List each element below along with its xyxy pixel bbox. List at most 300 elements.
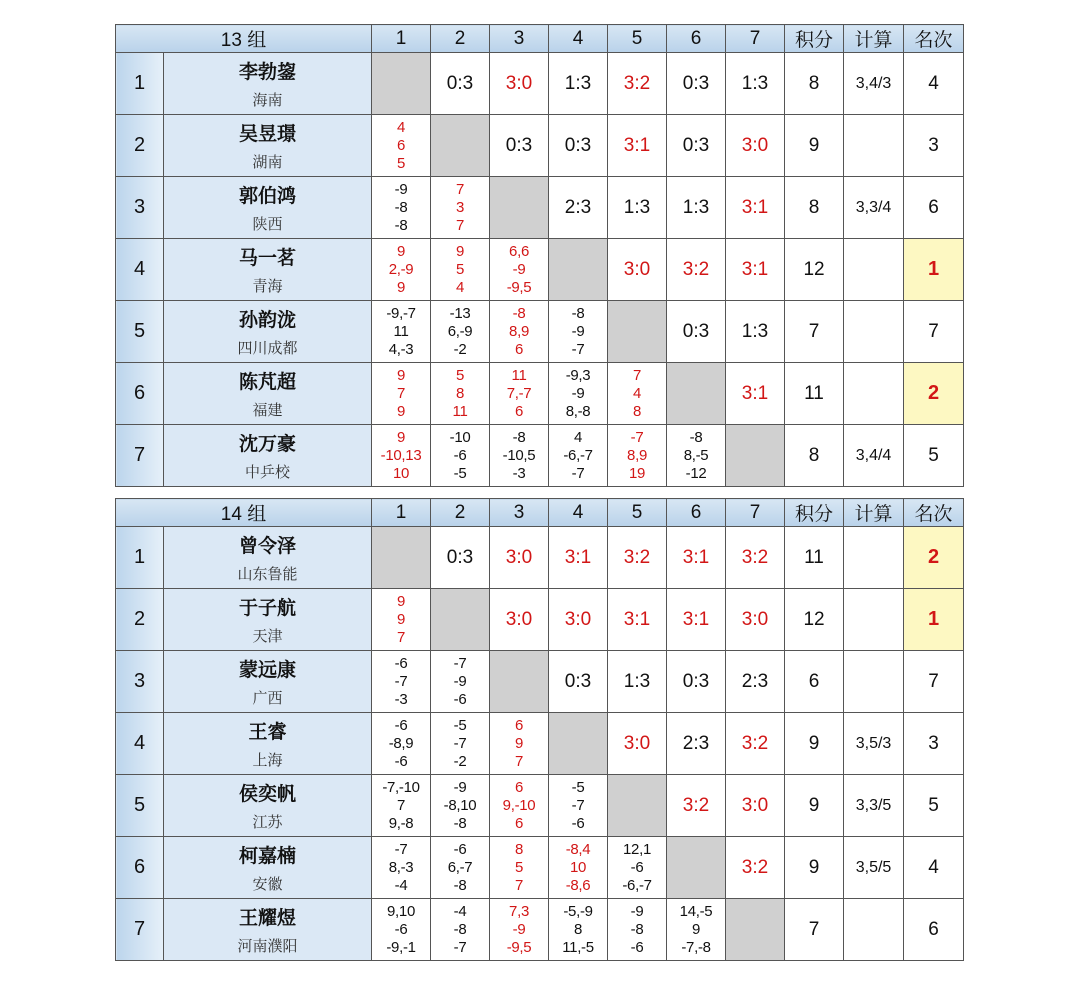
- group-title: 14 组: [116, 499, 372, 527]
- game-score-line: 8,9: [509, 322, 529, 340]
- game-score-line: -7: [571, 340, 585, 358]
- game-score-line: -8: [512, 304, 526, 322]
- match-score: 0:3: [667, 53, 726, 115]
- match-score: 3:1: [608, 589, 667, 651]
- game-scores: [431, 177, 490, 239]
- game-scores: [608, 899, 667, 961]
- table-row: [116, 53, 964, 115]
- column-header: 3: [490, 499, 549, 527]
- calc-cell: 3,3/4: [844, 177, 904, 239]
- match-score: 3:0: [726, 589, 785, 651]
- match-score: 0:3: [549, 651, 608, 713]
- game-score-line: 14,-5: [679, 902, 713, 920]
- game-score-line: 8,-3: [388, 858, 414, 876]
- game-score-line: 6: [514, 778, 524, 796]
- match-score: 3:1: [667, 589, 726, 651]
- game-score-line: 8,-5: [683, 446, 709, 464]
- self-match-cell: [726, 899, 785, 961]
- game-score-line: -7,-10: [382, 778, 420, 796]
- row-number: 6: [116, 837, 164, 899]
- game-score-line: 6,-7: [447, 858, 473, 876]
- game-score-line: -9,3: [565, 366, 591, 384]
- player-name: 吴昱璟: [239, 122, 297, 145]
- self-match-cell: [667, 363, 726, 425]
- player-cell: [164, 899, 372, 961]
- player-cell: [164, 837, 372, 899]
- player-cell: [164, 713, 372, 775]
- player-team: 湖南: [252, 152, 283, 171]
- game-score-line: 10: [569, 858, 587, 876]
- rank-cell: 3: [904, 713, 964, 775]
- player-name: 郭伯鸿: [239, 184, 297, 207]
- row-number: 1: [116, 527, 164, 589]
- game-score-line: -9: [512, 920, 526, 938]
- game-scores: [667, 425, 726, 487]
- calc-cell: 3,4/3: [844, 53, 904, 115]
- game-scores: [431, 301, 490, 363]
- game-score-line: 5: [514, 858, 524, 876]
- game-score-line: 7: [455, 180, 465, 198]
- match-score: 2:3: [549, 177, 608, 239]
- match-score: 1:3: [549, 53, 608, 115]
- points-cell: 9: [785, 115, 844, 177]
- game-scores: [431, 425, 490, 487]
- points-cell: 9: [785, 837, 844, 899]
- game-score-line: 19: [628, 464, 646, 482]
- game-score-line: 6,-9: [447, 322, 473, 340]
- game-score-line: -6: [630, 938, 644, 956]
- game-score-line: -6: [453, 840, 467, 858]
- row-number: 5: [116, 301, 164, 363]
- game-score-line: 9: [514, 734, 524, 752]
- table-row: [116, 713, 964, 775]
- game-score-line: -5: [571, 778, 585, 796]
- match-score: 3:1: [726, 177, 785, 239]
- match-score: 3:2: [726, 527, 785, 589]
- table-row: [116, 527, 964, 589]
- game-score-line: -6: [394, 654, 408, 672]
- column-header: 2: [431, 499, 490, 527]
- player-name: 王耀煜: [239, 906, 297, 929]
- player-name: 柯嘉楠: [239, 844, 297, 867]
- player-team: 天津: [252, 626, 283, 645]
- row-number: 4: [116, 713, 164, 775]
- game-scores: [549, 363, 608, 425]
- game-scores: [372, 651, 431, 713]
- match-score: 3:2: [667, 775, 726, 837]
- game-score-line: 12,1: [623, 840, 652, 858]
- player-cell: [164, 775, 372, 837]
- rank-cell: 2: [904, 527, 964, 589]
- column-header: 1: [372, 499, 431, 527]
- game-score-line: 4: [632, 384, 642, 402]
- player-team: 安徽: [252, 874, 283, 893]
- table-row: [116, 425, 964, 487]
- group-14-table: [115, 498, 963, 961]
- rank-cell: 5: [904, 775, 964, 837]
- game-scores: [549, 899, 608, 961]
- match-score: 3:2: [667, 239, 726, 301]
- game-score-line: -9: [394, 180, 408, 198]
- player-team: 江苏: [252, 812, 283, 831]
- table-row: [116, 899, 964, 961]
- column-header: 7: [726, 25, 785, 53]
- game-scores: [431, 239, 490, 301]
- match-score: 3:0: [608, 239, 667, 301]
- game-score-line: -3: [394, 690, 408, 708]
- column-header: 积分: [785, 25, 844, 53]
- game-scores: [431, 775, 490, 837]
- points-cell: 7: [785, 301, 844, 363]
- rank-cell: 5: [904, 425, 964, 487]
- game-score-line: -6,-7: [563, 446, 593, 464]
- match-score: 0:3: [667, 651, 726, 713]
- game-score-line: -8,9: [388, 734, 414, 752]
- column-header: 6: [667, 25, 726, 53]
- match-score: 1:3: [608, 177, 667, 239]
- game-score-line: -6: [394, 752, 408, 770]
- column-header: 7: [726, 499, 785, 527]
- game-score-line: 8: [573, 920, 583, 938]
- game-score-line: 7,3: [509, 902, 529, 920]
- game-score-line: 8,-8: [565, 402, 591, 420]
- column-header: 计算: [844, 499, 904, 527]
- match-score: 0:3: [431, 53, 490, 115]
- game-score-line: 9: [396, 428, 406, 446]
- game-scores: [372, 837, 431, 899]
- game-score-line: -7: [571, 464, 585, 482]
- column-header: 3: [490, 25, 549, 53]
- rank-cell: 3: [904, 115, 964, 177]
- player-name: 侯奕帆: [239, 782, 297, 805]
- standings-table: [115, 498, 964, 961]
- calc-cell: [844, 651, 904, 713]
- game-scores: [608, 363, 667, 425]
- group-13-table: [115, 24, 963, 487]
- game-score-line: 8: [632, 402, 642, 420]
- rank-cell: 6: [904, 899, 964, 961]
- game-score-line: 9: [396, 278, 406, 296]
- game-score-line: 7: [396, 384, 406, 402]
- table-row: [116, 301, 964, 363]
- game-scores: [372, 115, 431, 177]
- player-team: 青海: [252, 276, 283, 295]
- game-score-line: 6: [396, 136, 406, 154]
- game-scores: [490, 837, 549, 899]
- column-header: 4: [549, 499, 608, 527]
- rank-cell: 1: [904, 239, 964, 301]
- player-name: 沈万豪: [239, 432, 297, 455]
- game-score-line: -2: [453, 752, 467, 770]
- header-row: [116, 25, 964, 53]
- group-title: 13 组: [116, 25, 372, 53]
- game-scores: [431, 651, 490, 713]
- game-scores: [372, 589, 431, 651]
- game-score-line: -7: [394, 840, 408, 858]
- table-row: [116, 837, 964, 899]
- game-score-line: -7: [453, 938, 467, 956]
- match-score: 3:2: [726, 837, 785, 899]
- column-header: 5: [608, 499, 667, 527]
- game-score-line: 9,-8: [388, 814, 414, 832]
- game-score-line: -6: [630, 858, 644, 876]
- game-score-line: 7: [514, 876, 524, 894]
- row-number: 3: [116, 651, 164, 713]
- game-score-line: 7,-7: [506, 384, 532, 402]
- game-score-line: 7: [455, 216, 465, 234]
- match-score: 1:3: [726, 53, 785, 115]
- game-scores: [608, 837, 667, 899]
- player-name: 于子航: [239, 596, 297, 619]
- row-number: 7: [116, 899, 164, 961]
- game-score-line: -9: [453, 778, 467, 796]
- game-score-line: 9: [691, 920, 701, 938]
- game-scores: [490, 775, 549, 837]
- player-team: 山东鲁能: [237, 564, 298, 583]
- game-scores: [490, 425, 549, 487]
- rank-cell: 1: [904, 589, 964, 651]
- self-match-cell: [549, 713, 608, 775]
- table-row: [116, 775, 964, 837]
- game-scores: [490, 899, 549, 961]
- player-team: 上海: [252, 750, 283, 769]
- column-header: 名次: [904, 499, 964, 527]
- game-score-line: -8: [453, 814, 467, 832]
- player-cell: [164, 301, 372, 363]
- game-score-line: 5: [455, 366, 465, 384]
- self-match-cell: [431, 589, 490, 651]
- table-row: [116, 589, 964, 651]
- game-score-line: -4: [453, 902, 467, 920]
- game-scores: [372, 301, 431, 363]
- game-score-line: -8: [689, 428, 703, 446]
- player-team: 海南: [252, 90, 283, 109]
- match-score: 3:1: [549, 527, 608, 589]
- points-cell: 12: [785, 589, 844, 651]
- game-score-line: 6,6: [509, 242, 529, 260]
- game-score-line: -3: [512, 464, 526, 482]
- player-team: 陕西: [252, 214, 283, 233]
- game-score-line: 10: [392, 464, 410, 482]
- game-score-line: 9: [396, 402, 406, 420]
- game-scores: [667, 899, 726, 961]
- game-score-line: -10,13: [380, 446, 422, 464]
- player-cell: [164, 177, 372, 239]
- game-score-line: -8: [394, 198, 408, 216]
- row-number: 7: [116, 425, 164, 487]
- calc-cell: [844, 239, 904, 301]
- player-name: 曾令泽: [239, 534, 297, 557]
- player-cell: [164, 527, 372, 589]
- game-score-line: -9: [571, 322, 585, 340]
- game-score-line: 4: [396, 118, 406, 136]
- column-header: 6: [667, 499, 726, 527]
- game-scores: [372, 899, 431, 961]
- match-score: 3:2: [726, 713, 785, 775]
- points-cell: 9: [785, 713, 844, 775]
- calc-cell: [844, 115, 904, 177]
- self-match-cell: [667, 837, 726, 899]
- game-score-line: 4: [455, 278, 465, 296]
- player-team: 四川成都: [237, 338, 298, 357]
- self-match-cell: [372, 527, 431, 589]
- game-scores: [431, 899, 490, 961]
- game-score-line: 7: [396, 796, 406, 814]
- game-score-line: 6: [514, 340, 524, 358]
- self-match-cell: [490, 651, 549, 713]
- player-cell: [164, 589, 372, 651]
- row-number: 5: [116, 775, 164, 837]
- self-match-cell: [490, 177, 549, 239]
- points-cell: 8: [785, 53, 844, 115]
- match-score: 3:2: [608, 53, 667, 115]
- game-scores: [372, 775, 431, 837]
- calc-cell: [844, 363, 904, 425]
- game-scores: [431, 363, 490, 425]
- points-cell: 9: [785, 775, 844, 837]
- table-row: [116, 651, 964, 713]
- game-score-line: 2,-9: [388, 260, 414, 278]
- rank-cell: 7: [904, 651, 964, 713]
- rank-cell: 4: [904, 53, 964, 115]
- table-row: [116, 363, 964, 425]
- game-score-line: 9: [396, 366, 406, 384]
- calc-cell: 3,5/5: [844, 837, 904, 899]
- game-score-line: 3: [455, 198, 465, 216]
- game-score-line: 5: [396, 154, 406, 172]
- calc-cell: 3,5/3: [844, 713, 904, 775]
- game-score-line: -5: [453, 716, 467, 734]
- game-score-line: -6: [453, 446, 467, 464]
- game-score-line: 9,10: [387, 902, 416, 920]
- game-scores: [490, 301, 549, 363]
- game-scores: [372, 239, 431, 301]
- game-scores: [549, 837, 608, 899]
- table-row: [116, 177, 964, 239]
- game-score-line: 7: [632, 366, 642, 384]
- self-match-cell: [726, 425, 785, 487]
- game-score-line: -8: [512, 428, 526, 446]
- match-score: 0:3: [667, 301, 726, 363]
- game-score-line: 11: [452, 402, 468, 420]
- match-score: 0:3: [490, 115, 549, 177]
- points-cell: 11: [785, 527, 844, 589]
- player-team: 河南濮阳: [237, 936, 298, 955]
- game-score-line: -7: [453, 654, 467, 672]
- game-score-line: 6: [514, 814, 524, 832]
- game-score-line: -2: [453, 340, 467, 358]
- self-match-cell: [372, 53, 431, 115]
- game-score-line: -7,-8: [681, 938, 711, 956]
- match-score: 3:0: [490, 527, 549, 589]
- game-score-line: 9: [396, 592, 406, 610]
- match-score: 1:3: [608, 651, 667, 713]
- points-cell: 11: [785, 363, 844, 425]
- game-score-line: 11: [511, 366, 527, 384]
- game-score-line: 8: [514, 840, 524, 858]
- game-score-line: -12: [685, 464, 707, 482]
- game-score-line: -10,5: [502, 446, 536, 464]
- match-score: 3:1: [608, 115, 667, 177]
- player-name: 孙韵泷: [239, 308, 297, 331]
- game-score-line: -6: [453, 690, 467, 708]
- match-score: 0:3: [667, 115, 726, 177]
- match-score: 3:1: [726, 363, 785, 425]
- game-scores: [372, 425, 431, 487]
- game-score-line: -8: [630, 920, 644, 938]
- self-match-cell: [549, 239, 608, 301]
- self-match-cell: [608, 301, 667, 363]
- game-score-line: -8: [453, 920, 467, 938]
- game-scores: [490, 239, 549, 301]
- table-row: [116, 239, 964, 301]
- calc-cell: 3,3/5: [844, 775, 904, 837]
- calc-cell: [844, 589, 904, 651]
- column-header: 计算: [844, 25, 904, 53]
- player-cell: [164, 425, 372, 487]
- row-number: 1: [116, 53, 164, 115]
- points-cell: 6: [785, 651, 844, 713]
- calc-cell: [844, 899, 904, 961]
- row-number: 2: [116, 589, 164, 651]
- game-score-line: -10: [449, 428, 471, 446]
- game-score-line: -9,5: [506, 938, 532, 956]
- player-team: 中乒校: [245, 462, 291, 481]
- game-score-line: -9: [453, 672, 467, 690]
- player-cell: [164, 239, 372, 301]
- game-score-line: 7: [396, 628, 406, 646]
- game-scores: [372, 363, 431, 425]
- game-score-line: 9: [455, 242, 465, 260]
- game-score-line: -9,-7: [386, 304, 416, 322]
- column-header: 1: [372, 25, 431, 53]
- game-score-line: -9,-1: [386, 938, 416, 956]
- player-name: 蒙远康: [239, 658, 297, 681]
- player-cell: [164, 53, 372, 115]
- game-scores: [431, 713, 490, 775]
- match-score: 3:1: [667, 527, 726, 589]
- game-scores: [372, 713, 431, 775]
- calc-cell: [844, 301, 904, 363]
- match-score: 0:3: [431, 527, 490, 589]
- game-score-line: -9: [512, 260, 526, 278]
- player-team: 广西: [252, 688, 283, 707]
- game-score-line: 5: [455, 260, 465, 278]
- game-score-line: 4: [573, 428, 583, 446]
- game-scores: [549, 301, 608, 363]
- match-score: 3:0: [608, 713, 667, 775]
- game-score-line: -7: [630, 428, 644, 446]
- points-cell: 12: [785, 239, 844, 301]
- game-scores: [608, 425, 667, 487]
- player-name: 王睿: [248, 720, 287, 743]
- game-score-line: 6: [514, 402, 524, 420]
- self-match-cell: [431, 115, 490, 177]
- game-score-line: -6: [394, 920, 408, 938]
- row-number: 6: [116, 363, 164, 425]
- game-score-line: -8,4: [565, 840, 591, 858]
- game-score-line: 9: [396, 610, 406, 628]
- match-score: 3:0: [490, 589, 549, 651]
- game-score-line: -9: [630, 902, 644, 920]
- column-header: 2: [431, 25, 490, 53]
- player-name: 马一茗: [239, 246, 297, 269]
- game-scores: [490, 363, 549, 425]
- game-score-line: -9: [571, 384, 585, 402]
- match-score: 0:3: [549, 115, 608, 177]
- rank-cell: 6: [904, 177, 964, 239]
- game-score-line: -6: [394, 716, 408, 734]
